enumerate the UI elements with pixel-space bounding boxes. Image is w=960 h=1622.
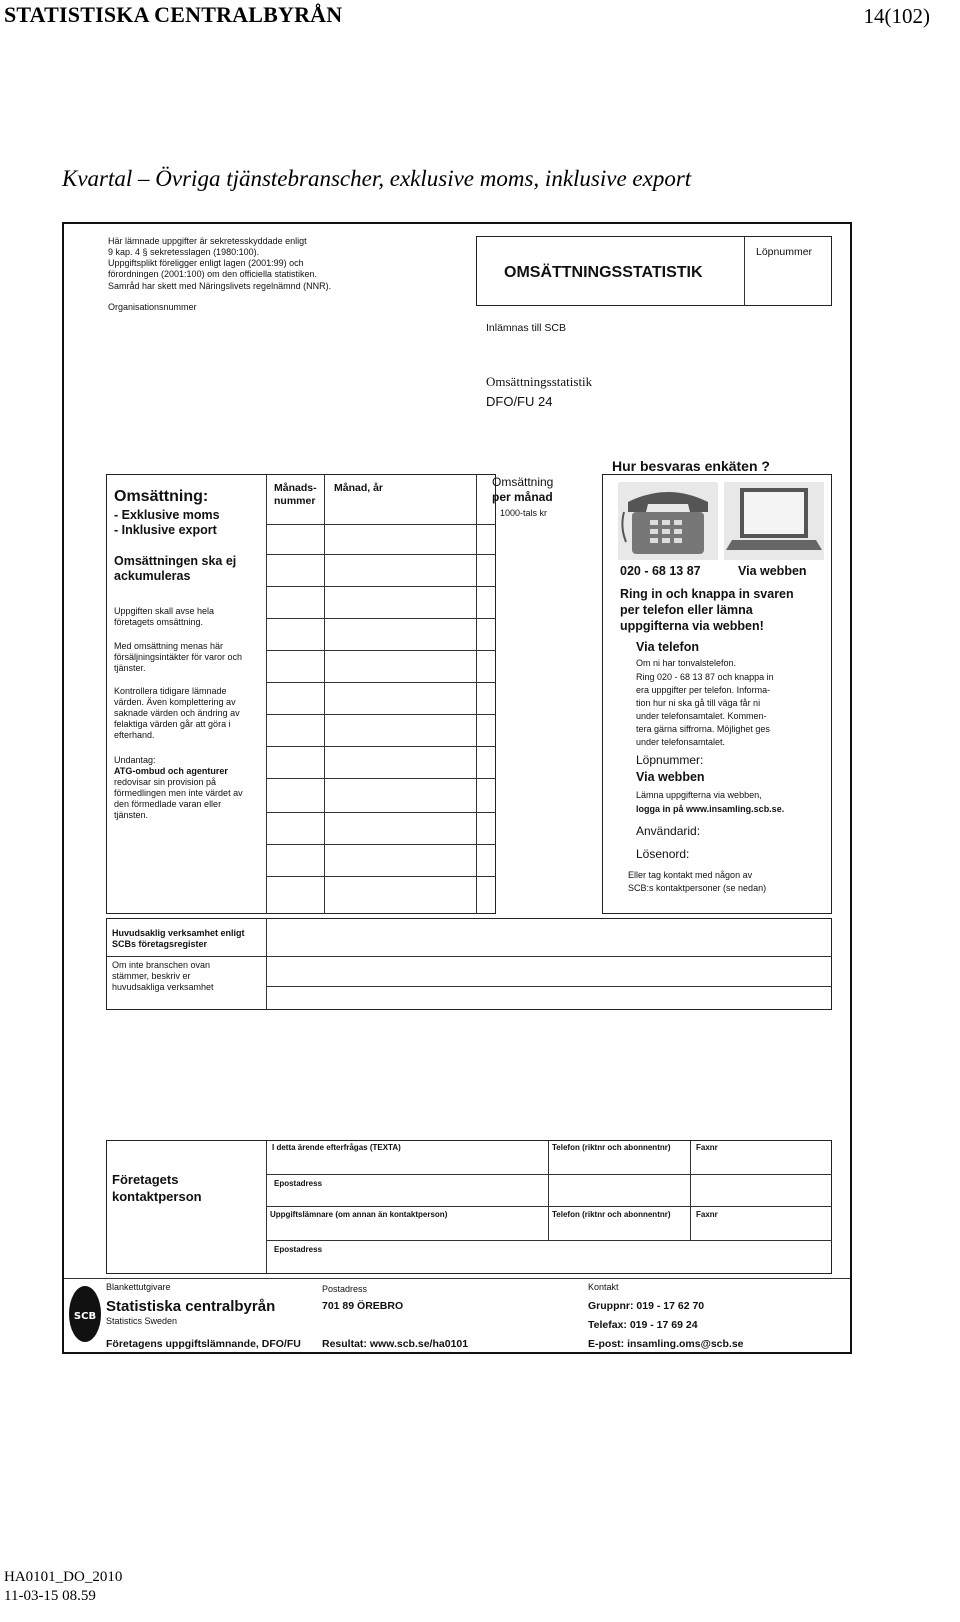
confidentiality-line: 9 kap. 4 § sekretesslagen (1980:100). (108, 247, 260, 257)
serial-number-field-label: Löpnummer: (636, 753, 704, 767)
user-id-label: Användarid: (636, 824, 701, 838)
phone-instructions: era uppgifter per telefon. Informa- (636, 685, 771, 695)
how-to-lead: Ring in och knappa in svaren (620, 587, 794, 601)
phone-instructions: under telefonsamtalet. Kommen- (636, 711, 767, 721)
email-label: Epostadress (274, 1245, 323, 1254)
info-text: förmedlingen men inte värdet av (114, 788, 243, 798)
info-text: saknade värden och ändring av (114, 708, 240, 718)
contact-email: E-post: insamling.oms@scb.se (588, 1338, 744, 1350)
result-url: Resultat: www.scb.se/ha0101 (322, 1338, 469, 1350)
survey-form-image (62, 222, 852, 1354)
other-activity-label: Om inte branschen ovan (112, 960, 211, 970)
document-subtitle: Kvartal – Övriga tjänstebranscher, exklusive moms, inklusive export (62, 166, 692, 191)
confidentiality-line: förordningen (2001:100) om den officiella statistiken. (108, 269, 317, 279)
submit-to-label: Inlämnas till SCB (486, 322, 566, 334)
password-label: Lösenord: (636, 847, 690, 861)
info-text: värden. Även komplettering av (114, 697, 236, 707)
via-web-heading: Via webben (636, 770, 705, 784)
info-text: försäljningsintäkter för varor och (114, 652, 243, 662)
phone-instructions: Om ni har tonvalstelefon. (636, 658, 737, 668)
group-number: Gruppnr: 019 - 17 62 70 (588, 1300, 705, 1312)
form-title: OMSÄTTNINGSSTATISTIK (504, 264, 703, 281)
page-number: 14(102) (863, 4, 930, 28)
footer-timestamp: 11-03-15 08.59 (4, 1588, 96, 1604)
respondent-label: Uppgiftslämnare (om annan än kontaktperson) (270, 1210, 448, 1219)
phone-instructions: tion hur ni ska gå till väga får ni (636, 698, 761, 708)
month-number-header: nummer (274, 495, 316, 507)
turnover-incl-export: - Inklusive export (114, 523, 217, 537)
contact-note: SCB:s kontaktpersoner (se nedan) (628, 883, 767, 893)
svg-text:SCB: SCB (73, 1311, 97, 1322)
serial-number-label: Löpnummer (756, 246, 813, 258)
info-text: redovisar sin provision på (114, 777, 217, 787)
scb-org-name: Statistiska centralbyrån (106, 1298, 276, 1315)
email-label: Epostadress (274, 1179, 323, 1188)
no-accumulation-note: Omsättningen ska ej (114, 554, 237, 568)
footer-doc-id: HA0101_DO_2010 (4, 1569, 123, 1585)
document-header-org: STATISTISKA CENTRALBYRÅN (4, 2, 343, 27)
via-phone-heading: Via telefon (636, 640, 699, 654)
month-year-header: Månad, år (334, 482, 384, 494)
contact-person-box (106, 1140, 832, 1274)
org-number-label: Organisationsnummer (108, 302, 197, 312)
contact-person-title: Företagets (112, 1172, 179, 1187)
telefax-number: Telefax: 019 - 17 69 24 (588, 1319, 698, 1331)
scb-org-name-en: Statistics Sweden (106, 1316, 178, 1326)
how-to-lead: per telefon eller lämna (620, 603, 753, 617)
phone-instructions: under telefonsamtalet. (636, 737, 726, 747)
phone-number: 020 - 68 13 87 (620, 564, 701, 578)
web-label: Via webben (738, 564, 807, 578)
how-to-lead: uppgifterna via webben! (620, 619, 764, 633)
web-instructions: Lämna uppgifterna via webben, (636, 790, 762, 800)
month-number-header: Månads- (274, 482, 317, 494)
turnover-column-header: Omsättning (492, 475, 554, 489)
confidentiality-line: Samråd har skett med Näringslivets regelnämnd (NNR). (108, 281, 332, 291)
info-text: Kontrollera tidigare lämnade (114, 686, 227, 696)
phone-instructions: Ring 020 - 68 13 87 och knappa in (636, 672, 774, 682)
main-activity-label: SCBs företagsregister (112, 939, 208, 949)
telephone-icon (618, 482, 718, 560)
postal-address: 701 89 ÖREBRO (322, 1300, 404, 1312)
ask-for-label: I detta ärende efterfrågas (TEXTA) (272, 1143, 401, 1152)
confidentiality-line: Uppgiftsplikt föreligger enligt lagen (2001:99) och (108, 258, 304, 268)
phone-label: Telefon (riktnr och abonnentnr) (552, 1143, 671, 1152)
turnover-column-header: per månad (492, 490, 553, 504)
how-to-title: Hur besvaras enkäten ? (612, 458, 770, 474)
turnover-excl-vat: - Exklusive moms (114, 508, 220, 522)
info-text: tjänsten. (114, 810, 149, 820)
survey-name: Omsättningsstatistik (486, 374, 593, 389)
postal-label: Postadress (322, 1284, 368, 1294)
no-accumulation-note: ackumuleras (114, 569, 191, 583)
info-text: företagets omsättning. (114, 617, 204, 627)
info-text: ATG-ombud och agenturer (114, 766, 228, 776)
confidentiality-line: Här lämnade uppgifter är sekretesskyddade enligt (108, 236, 307, 246)
contact-label: Kontakt (588, 1282, 619, 1292)
fax-label: Faxnr (696, 1210, 718, 1219)
info-text: efterhand. (114, 730, 155, 740)
other-activity-label: huvudsakliga verksamhet (112, 982, 214, 992)
info-text: tjänster. (114, 663, 146, 673)
info-text: Uppgiften skall avse hela (114, 606, 215, 616)
info-text: felaktiga värden går att göra i (114, 719, 231, 729)
turnover-unit: 1000-tals kr (500, 508, 548, 518)
scb-logo (68, 1284, 102, 1344)
info-text: Med omsättning menas här (114, 641, 224, 651)
form-name: Företagens uppgiftslämnande, DFO/FU (106, 1338, 301, 1350)
turnover-heading: Omsättning: (114, 488, 209, 505)
publisher-label: Blankettutgivare (106, 1282, 171, 1292)
phone-label: Telefon (riktnr och abonnentnr) (552, 1210, 671, 1219)
main-activity-label: Huvudsaklig verksamhet enligt (112, 928, 245, 938)
info-text: den förmedlade varan eller (114, 799, 222, 809)
survey-code: DFO/FU 24 (486, 394, 553, 409)
phone-instructions: tera gärna siffrorna. Möjlighet ges (636, 724, 770, 734)
laptop-icon (724, 482, 824, 560)
contact-person-title: kontaktperson (112, 1189, 202, 1204)
fax-label: Faxnr (696, 1143, 718, 1152)
contact-note: Eller tag kontakt med någon av (628, 870, 753, 880)
info-text: Undantag: (114, 755, 156, 765)
other-activity-label: stämmer, beskriv er (112, 971, 191, 981)
web-instructions: logga in på www.insamling.scb.se. (636, 804, 785, 814)
